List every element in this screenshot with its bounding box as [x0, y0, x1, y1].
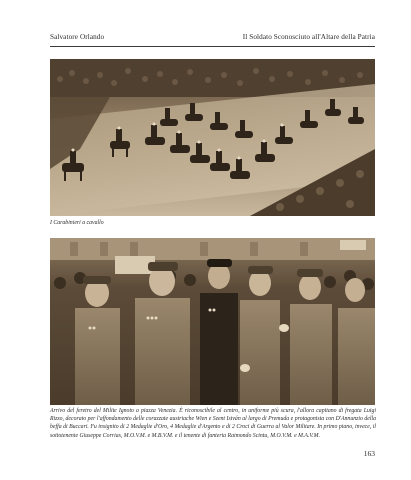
- page-number: 163: [363, 449, 375, 458]
- photo-milite-ignoto-arrival: [50, 238, 375, 405]
- figure-caption-1: I Carabinieri a cavallo: [50, 220, 104, 226]
- header-rule: [50, 46, 375, 47]
- header-author: Salvatore Orlando: [50, 33, 105, 41]
- cavalry-photo-image: [50, 59, 375, 216]
- photo-cavalry-parade: [50, 59, 375, 216]
- header-book-title: Il Soldato Sconosciuto all'Altare della Patria: [242, 33, 375, 41]
- running-header: [50, 33, 375, 45]
- soldiers-photo-image: [50, 238, 375, 405]
- figure-caption-2: Arrivo del feretro del Milite Ignoto a piazza Venezia. È riconoscibile al centro, in uniforme più scura, l'allora capitano di fregata Luigi Rizzo, decorato per l'affondamento delle corazzate austriache Wien e Szent István al largo di Premuda e protagonista con D'Annunzio della beffa di Buccari. Fu insignito di 2 Medaglie d'Oro, 4 Medaglie d'Argento e di 2 Croci di Guerra al Valor Militare. In primo piano, invece, il sottotenente Giuseppe Corrias, M.O.V.M. e M.B.V.M. e il tenente di fanteria Raimondo Scintu, M.O.V.M. e M.A.V.M.: [50, 408, 376, 439]
